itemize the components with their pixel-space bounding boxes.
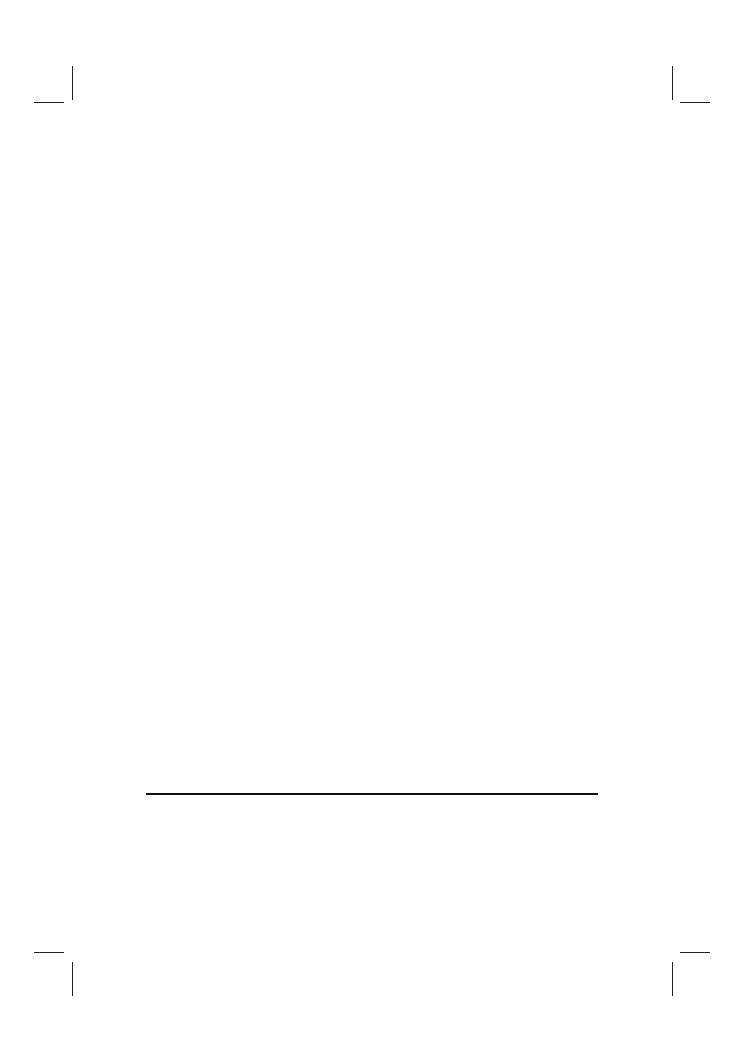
crop-mark (672, 962, 673, 996)
footnote-divider (146, 793, 598, 795)
crop-mark (34, 102, 64, 103)
crop-mark (680, 952, 710, 953)
crop-mark (72, 962, 73, 996)
crop-mark (672, 66, 673, 100)
header-ornament-row (70, 133, 676, 167)
crop-mark (34, 952, 64, 953)
page-body (146, 198, 596, 210)
crop-mark (72, 66, 73, 100)
page-footer (302, 880, 442, 908)
crop-mark (680, 102, 710, 103)
